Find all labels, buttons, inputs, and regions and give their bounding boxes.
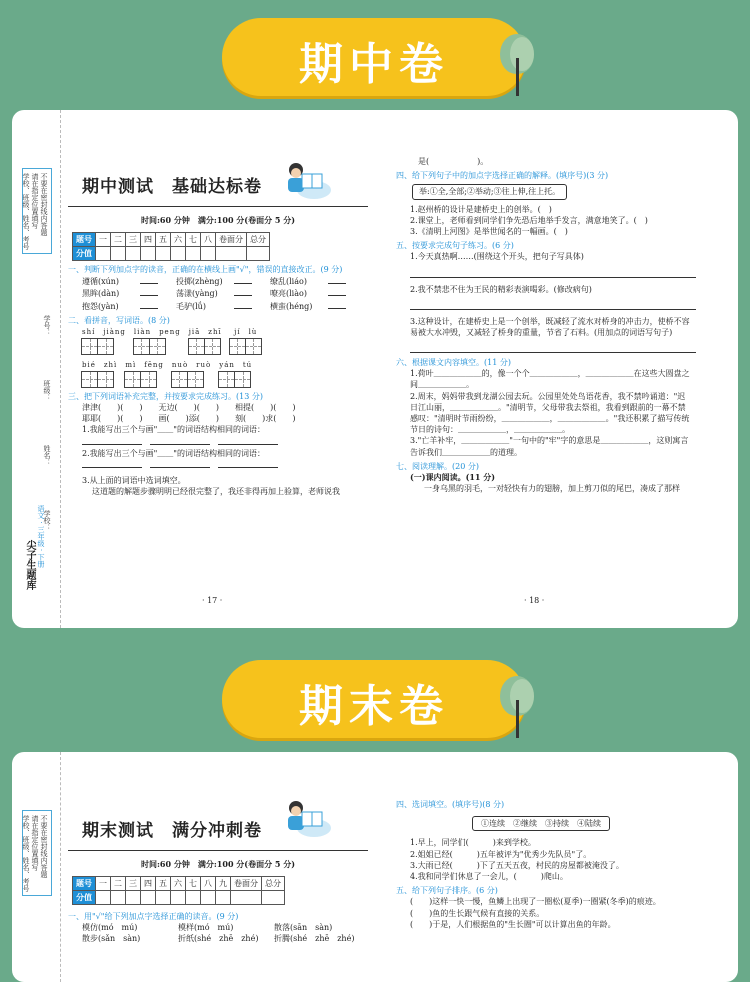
answer-blank[interactable] bbox=[328, 300, 346, 309]
score-cell[interactable] bbox=[111, 246, 126, 260]
score-cell[interactable] bbox=[141, 890, 156, 904]
answer-line: 是( )。 bbox=[418, 157, 489, 166]
final-banner bbox=[222, 660, 526, 738]
score-header-cell: 一 bbox=[96, 876, 111, 890]
pinyin-item: 横蛮(héng) bbox=[270, 301, 313, 311]
question-item: 2.姐姐已经( )五年被评为"优秀少先队员"了。 bbox=[410, 849, 592, 859]
score-row-label: 分值 bbox=[73, 890, 96, 904]
answer-blank[interactable] bbox=[234, 287, 252, 296]
pinyin-item: 投掷(zhèng) bbox=[176, 277, 223, 287]
pinyin-label: shí jiàng bbox=[82, 327, 126, 336]
score-cell[interactable] bbox=[126, 246, 141, 260]
pinyin-item: 遵循(xún) bbox=[82, 277, 120, 287]
binding-field-school: 学校： bbox=[43, 510, 51, 531]
exam-info: 时间:60 分钟 满分:100 分(卷面分 5 分) bbox=[140, 214, 295, 225]
score-header-cell: 三 bbox=[126, 232, 141, 246]
score-header-cell: 总分 bbox=[247, 232, 270, 246]
midterm-sheet bbox=[12, 110, 738, 628]
question-item: 2.课堂上，老师看到同学们争先恐后地举手发言，满意地笑了。( ) bbox=[410, 215, 648, 225]
pinyin-item: 抱怨(yàn) bbox=[82, 301, 119, 311]
score-header-cell: 三 bbox=[126, 876, 141, 890]
pinyin-writing-grid bbox=[82, 328, 126, 355]
score-cell[interactable] bbox=[216, 890, 231, 904]
score-cell[interactable] bbox=[186, 246, 201, 260]
pinyin-label: nuò ruò bbox=[171, 360, 212, 369]
final-sheet bbox=[12, 752, 738, 982]
pinyin-label: yán tú bbox=[219, 360, 253, 369]
final-right-page bbox=[396, 796, 696, 930]
pinyin-item: 缭乱(liáo) bbox=[270, 277, 307, 287]
score-cell[interactable] bbox=[262, 890, 285, 904]
binding-note: 学校、班级、姓名、考号 bbox=[22, 815, 30, 892]
binding-field-class: 班级： bbox=[43, 380, 51, 401]
pinyin-writing-grid bbox=[172, 361, 211, 388]
score-header-cell: 题号 bbox=[73, 876, 96, 890]
score-header-cell: 七 bbox=[186, 232, 201, 246]
brand-label: 尖子生题库 bbox=[24, 540, 35, 590]
pinyin-label: bié zhì bbox=[82, 360, 118, 369]
writing-cell[interactable] bbox=[124, 371, 141, 388]
score-cell[interactable] bbox=[201, 246, 216, 260]
word-choice-box: ①连续 ②继续 ③持续 ④陆续 bbox=[472, 816, 610, 831]
binding-note: 请在指定位置填写 bbox=[31, 815, 39, 871]
answer-blank[interactable] bbox=[234, 275, 252, 284]
score-header-cell: 四 bbox=[141, 232, 156, 246]
section-4-heading: 四、选词填空。(填序号)(8 分) bbox=[396, 800, 505, 809]
pinyin-choice[interactable]: 模仿(mó mú) bbox=[82, 923, 138, 933]
section-5-heading: 五、按要求完成句子练习。(6 分) bbox=[396, 241, 514, 251]
writing-cell[interactable] bbox=[188, 338, 205, 355]
section-4-heading: 四、给下列句子中的加点字选择正确的解释。(填序号)(3 分) bbox=[396, 171, 609, 181]
reading-text: 这道题的解题步骤明明已经很完整了，我还非得再加上验算，老师说我 bbox=[92, 487, 340, 497]
score-cell[interactable] bbox=[96, 890, 111, 904]
score-header-cell: 四 bbox=[141, 876, 156, 890]
page-18 bbox=[396, 156, 696, 494]
pinyin-choice[interactable]: 散落(sān sàn) bbox=[274, 923, 333, 933]
pinyin-writing-grid bbox=[230, 328, 262, 355]
writing-cell[interactable] bbox=[218, 371, 235, 388]
pinyin-choice[interactable]: 散步(sǎn sàn) bbox=[82, 934, 141, 944]
pinyin-row bbox=[82, 300, 368, 312]
question: 3.这种设计，在建桥史上是一个创举，既减轻了流水对桥身的冲击力，使桥不容易被大水冲毁，又减轻了桥身的重量，节省了石料。(用加点的词语写句子) bbox=[410, 316, 690, 337]
binding-note-box bbox=[22, 168, 52, 254]
page-number: · 17 · bbox=[202, 596, 223, 605]
writing-cell[interactable] bbox=[245, 338, 262, 355]
student-reading-illustration bbox=[278, 160, 332, 204]
score-row-label: 分值 bbox=[73, 246, 96, 260]
score-header-cell: 题号 bbox=[73, 232, 96, 246]
score-cell[interactable] bbox=[216, 246, 247, 260]
score-table bbox=[72, 232, 270, 261]
answer-blank[interactable] bbox=[328, 275, 346, 284]
pinyin-writing-grid bbox=[219, 361, 252, 388]
fill-row: 耶耶( )( ) 画( )添( ) 刻( )求( ) bbox=[82, 414, 296, 424]
score-header-cell: 总分 bbox=[262, 876, 285, 890]
writing-cell[interactable] bbox=[81, 371, 98, 388]
score-header-cell: 卷面分 bbox=[216, 232, 247, 246]
writing-cell[interactable] bbox=[187, 371, 204, 388]
section-1-heading: 一、判断下列加点字的读音，正确的在横线上画"√"，错误的直接改正。(9 分) bbox=[68, 264, 343, 274]
midterm-banner-title: 期中卷 bbox=[299, 39, 449, 90]
pinyin-writing-grid bbox=[189, 328, 222, 355]
score-header-cell: 卷面分 bbox=[231, 876, 262, 890]
definition-box: 举:①全,全部;②举动;③往上伸,往上托。 bbox=[412, 184, 567, 199]
score-header-cell: 八 bbox=[201, 232, 216, 246]
score-header-cell: 一 bbox=[96, 232, 111, 246]
score-header-cell: 九 bbox=[216, 876, 231, 890]
sentence-item: ( )这样一快一慢，鱼鳞上出现了一圈松(夏季)一圈紧(冬季)的痕迹。 bbox=[410, 897, 661, 907]
writing-cell[interactable] bbox=[81, 338, 98, 355]
section-6-heading: 六、根据课文内容填空。(11 分) bbox=[396, 358, 511, 368]
student-reading-illustration bbox=[278, 798, 332, 842]
fill-item: 3."亡羊补牢，＿＿＿＿＿＿"一句中的"牢"字的意思是＿＿＿＿＿＿，这则寓言告诉我们＿＿＿＿＿＿的道理。 bbox=[410, 436, 689, 457]
pinyin-choice-row bbox=[82, 922, 368, 933]
final-banner-title: 期末卷 bbox=[299, 681, 449, 732]
pinyin-choice[interactable]: 折腾(shé zhē zhé) bbox=[274, 934, 355, 944]
pinyin-choice-row bbox=[82, 933, 368, 944]
binding-margin bbox=[12, 110, 61, 628]
score-header-cell: 六 bbox=[171, 232, 186, 246]
score-cell[interactable] bbox=[96, 246, 111, 260]
pinyin-writing-grid bbox=[125, 361, 164, 388]
sentence-item: ( )鱼的生长跟气候有直接的关系。 bbox=[410, 908, 545, 918]
subsection-heading: (一)课内阅读。(11 分) bbox=[410, 471, 496, 482]
score-cell[interactable] bbox=[201, 890, 216, 904]
final-left-page bbox=[68, 792, 368, 945]
fill-row: 津津( )( ) 无边( )( ) 相提( )( ) bbox=[82, 403, 296, 413]
page-number: · 18 · bbox=[524, 596, 545, 605]
page-17 bbox=[68, 158, 368, 497]
binding-note: 不要在密封线内答题 bbox=[40, 815, 48, 878]
page-title: 期中测试 基础达标卷 bbox=[82, 177, 262, 197]
question-item: 4.我和同学们休息了一会儿，( )爬山。 bbox=[410, 871, 568, 881]
fill-item: 2.周末，妈妈带我到龙湖公园去玩。公园里处处鸟语花香，我不禁吟诵道："迟日江山丽，＿＿＿＿＿＿。"清明节，父母带我去祭祖，我看到跟前的一幕不禁感叹："清明时节雨纷纷，＿＿＿＿＿＿，＿＿＿＿＿＿。"我还积累了描写传统节日的诗句：＿＿＿＿＿＿，＿＿＿＿＿＿。 bbox=[410, 391, 690, 435]
exam-info: 时间:60 分钟 满分:100 分(卷面分 5 分) bbox=[140, 858, 295, 869]
answer-line[interactable] bbox=[410, 340, 696, 353]
score-header-cell: 二 bbox=[111, 876, 126, 890]
writing-cell[interactable] bbox=[97, 371, 114, 388]
writing-cell[interactable] bbox=[229, 338, 246, 355]
pinyin-item: 毛驴(lǘ) bbox=[176, 301, 206, 311]
writing-cell[interactable] bbox=[97, 338, 114, 355]
pinyin-row bbox=[82, 275, 368, 287]
writing-cell[interactable] bbox=[149, 338, 166, 355]
reading-text: 一身乌黑的羽毛，一对轻快有力的翅膀，加上剪刀似的尾巴，凑成了那样 bbox=[424, 484, 680, 494]
binding-margin bbox=[12, 752, 61, 982]
writing-cell[interactable] bbox=[204, 338, 221, 355]
score-table bbox=[72, 876, 285, 905]
binding-note: 请在指定位置填写 bbox=[31, 173, 39, 229]
binding-note-box bbox=[22, 810, 52, 896]
binding-field-name: 姓名： bbox=[43, 445, 51, 466]
page-title: 期末测试 满分冲刺卷 bbox=[82, 821, 262, 841]
score-header-cell: 五 bbox=[156, 876, 171, 890]
pinyin-choice[interactable]: 模样(mó mú) bbox=[178, 923, 234, 933]
answer-line[interactable] bbox=[410, 265, 696, 278]
pinyin-row bbox=[82, 287, 368, 299]
question: 3.从上面的词语中选词填空。 bbox=[82, 475, 186, 485]
pinyin-item: 嘹亮(liào) bbox=[270, 289, 307, 299]
question: 2.我不禁悲不住为王民的精彩表演喝彩。(修改病句) bbox=[410, 284, 592, 294]
score-cell[interactable] bbox=[111, 890, 126, 904]
score-header-cell: 五 bbox=[156, 232, 171, 246]
score-cell[interactable] bbox=[247, 246, 270, 260]
score-cell[interactable] bbox=[171, 890, 186, 904]
edition-label: 语文 · 三年级 · 下册 bbox=[37, 505, 45, 568]
question-item: 3.《清明上河图》是举世闻名的一幅画。( ) bbox=[410, 226, 568, 236]
score-cell[interactable] bbox=[126, 890, 141, 904]
pinyin-item: 黑眸(dàn) bbox=[82, 289, 120, 299]
question-item: 3.大雨已经( )下了五天五夜，村民的房屋都被淹没了。 bbox=[410, 860, 624, 870]
score-cell[interactable] bbox=[156, 246, 171, 260]
question-item: 1.早上，同学们( )来到学校。 bbox=[410, 838, 536, 848]
answer-line[interactable] bbox=[410, 297, 696, 310]
score-cell[interactable] bbox=[141, 246, 156, 260]
answer-blank[interactable] bbox=[140, 300, 158, 309]
answer-blank[interactable] bbox=[140, 275, 158, 284]
fill-item: 1.荷叶＿＿＿＿＿＿的，像一个个＿＿＿＿＿＿，＿＿＿＿＿＿在这些大圆盘之间＿＿＿＿＿＿。 bbox=[410, 369, 690, 390]
section-1-heading: 一、用"√"给下列加点字选择正确的读音。(9 分) bbox=[68, 911, 239, 921]
pinyin-label: jiā zhī bbox=[188, 327, 222, 336]
writing-cell[interactable] bbox=[133, 338, 150, 355]
writing-cell[interactable] bbox=[234, 371, 251, 388]
answer-blank[interactable] bbox=[140, 287, 158, 296]
score-header-cell: 七 bbox=[186, 876, 201, 890]
section-5-heading: 五、给下列句子排序。(6 分) bbox=[396, 886, 498, 896]
section-2-heading: 二、看拼音，写词语。(8 分) bbox=[68, 315, 170, 325]
midterm-banner bbox=[222, 18, 526, 96]
score-cell[interactable] bbox=[156, 890, 171, 904]
question: 2.我能写出三个与画"＿＿"的词语结构相同的词语： bbox=[82, 448, 265, 458]
score-cell[interactable] bbox=[186, 890, 201, 904]
sentence-item: ( )于是，人们根据鱼的"生长圈"可以计算出鱼的年龄。 bbox=[410, 919, 616, 929]
score-header-cell: 八 bbox=[201, 876, 216, 890]
question: 1.今天真热啊……(围绕这个开头，把句子写具体) bbox=[410, 252, 584, 262]
pinyin-label: mì fēng bbox=[125, 360, 164, 369]
binding-field-id: 学号： bbox=[43, 315, 51, 336]
answer-blank[interactable] bbox=[328, 287, 346, 296]
section-7-heading: 七、阅读理解。(20 分) bbox=[396, 461, 479, 471]
question-item: 1.赵州桥的设计是建桥史上的创举。( ) bbox=[410, 204, 552, 214]
pinyin-item: 荡漾(yàng) bbox=[176, 289, 218, 299]
answer-blank[interactable] bbox=[234, 300, 252, 309]
score-header-cell: 二 bbox=[111, 232, 126, 246]
section-3-heading: 三、把下列词语补充完整，并按要求完成练习。(13 分) bbox=[68, 391, 263, 401]
pinyin-writing-grid bbox=[82, 361, 117, 388]
score-cell[interactable] bbox=[171, 246, 186, 260]
binding-note: 学校、班级、姓名、考号 bbox=[22, 173, 30, 250]
pinyin-choice[interactable]: 折纸(shé zhē zhé) bbox=[178, 934, 259, 944]
pinyin-label: jí lù bbox=[234, 327, 258, 336]
score-cell[interactable] bbox=[231, 890, 262, 904]
score-header-cell: 六 bbox=[171, 876, 186, 890]
pinyin-label: liàn peng bbox=[133, 327, 181, 336]
writing-cell[interactable] bbox=[171, 371, 188, 388]
question: 1.我能写出三个与画"＿＿"的词语结构相同的词语： bbox=[82, 425, 265, 435]
writing-cell[interactable] bbox=[140, 371, 157, 388]
pinyin-writing-grid bbox=[134, 328, 181, 355]
binding-note: 不要在密封线内答题 bbox=[40, 173, 48, 236]
